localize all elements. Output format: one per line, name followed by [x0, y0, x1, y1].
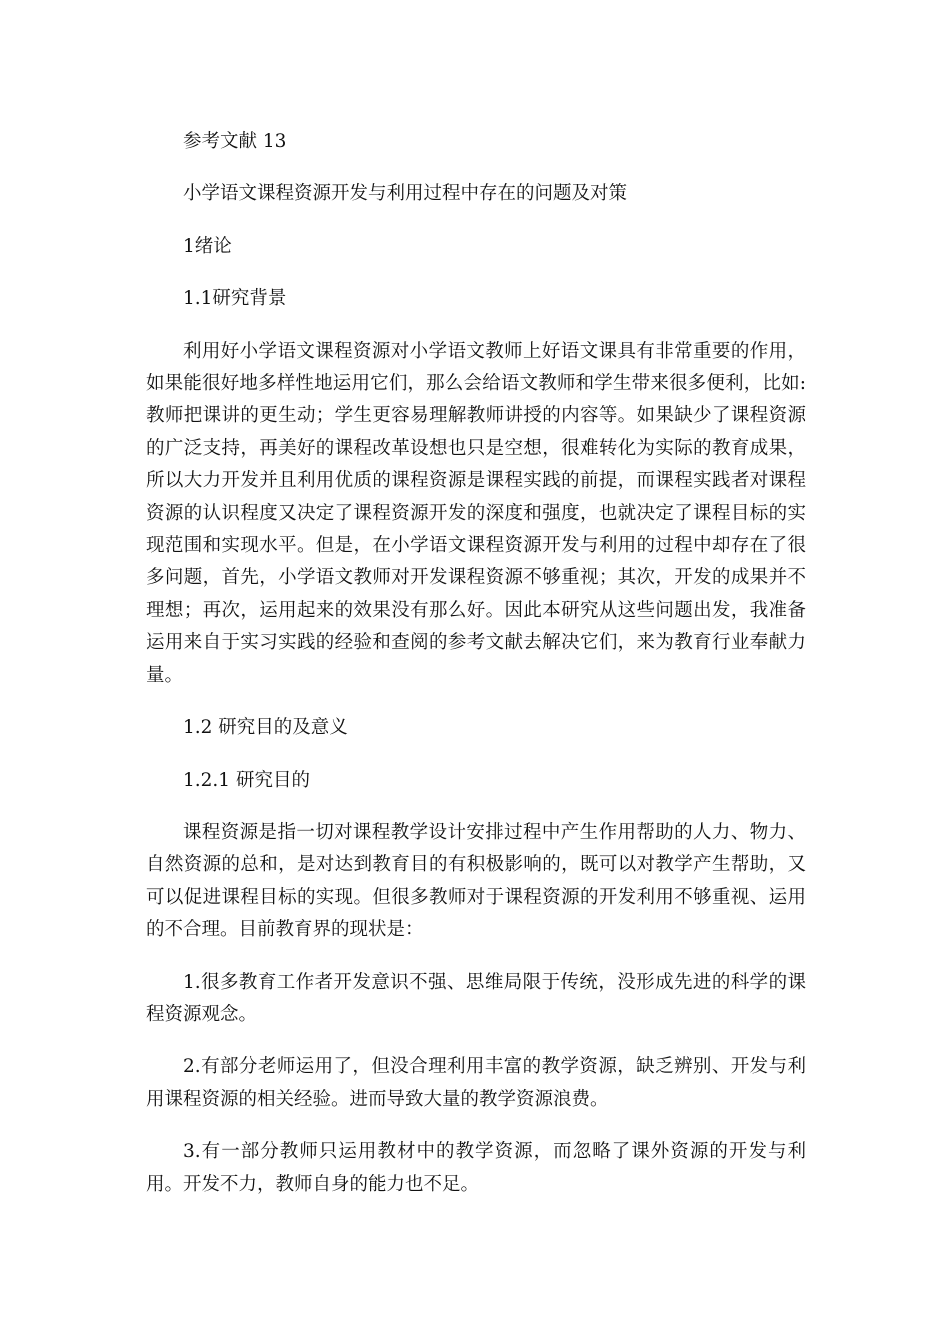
section-1-2-1-heading: 1.2.1 研究目的 [183, 769, 310, 791]
section-1-2-heading: 1.2 研究目的及意义 [183, 717, 348, 739]
list-item: 3.有一部分教师只运用教材中的教学资源，而忽略了课外资源的开发与利用。开发不力，教师自身的能力也不足。 [146, 1141, 806, 1195]
list-item: 2.有部分老师运用了，但没合理利用丰富的教学资源，缺乏辨别、开发与利用课程资源的相关经验。进而导致大量的教学资源浪费。 [146, 1056, 806, 1110]
background-paragraph: 利用好小学语文课程资源对小学语文教师上好语文课具有非常重要的作用，如果能很好地多样性地运用它们，那么会给语文教师和学生带来很多便利，比如:教师把课讲的更生动；学生更容易理解教师讲授的内容等。如果缺少了课程资源的广泛支持，再美好的课程改革设想也只是空想，很难转化为实际的教育成果，所以大力开发并且利用优质的课程资源是课程实践的前提，而课程实践者对课程资源的认识程度又决定了课程资源开发的深度和强度，也就决定了课程目标的实现范围和实现水平。但是，在小学语文课程资源开发与利用的过程中却存在了很多问题，首先，小学语文教师对开发课程资源不够重视；其次，开发的成果并不理想；再次，运用起来的效果没有那么好。因此本研究从这些问题出发，我准备运用来自于实习实践的经验和查阅的参考文献去解决它们，来为教育行业奉献力量。 [146, 340, 806, 686]
list-item: 1.很多教育工作者开发意识不强、思维局限于传统，没形成先进的科学的课程资源观念。 [146, 971, 806, 1025]
purpose-paragraph: 课程资源是指一切对课程教学设计安排过程中产生作用帮助的人力、物力、自然资源的总和，是对达到教育目的有积极影响的，既可以对教学产生帮助，又可以促进课程目标的实现。但很多教师对于课程资源的开发利用不够重视、运用的不合理。目前教育界的现状是： [146, 821, 806, 941]
document-page [146, 126, 806, 1201]
document-title: 小学语文课程资源开发与利用过程中存在的问题及对策 [183, 183, 628, 205]
references-heading: 参考文献 13 [183, 131, 287, 152]
section-1-1-heading: 1.1研究背景 [183, 288, 287, 310]
section-1-heading: 1绪论 [183, 235, 232, 257]
